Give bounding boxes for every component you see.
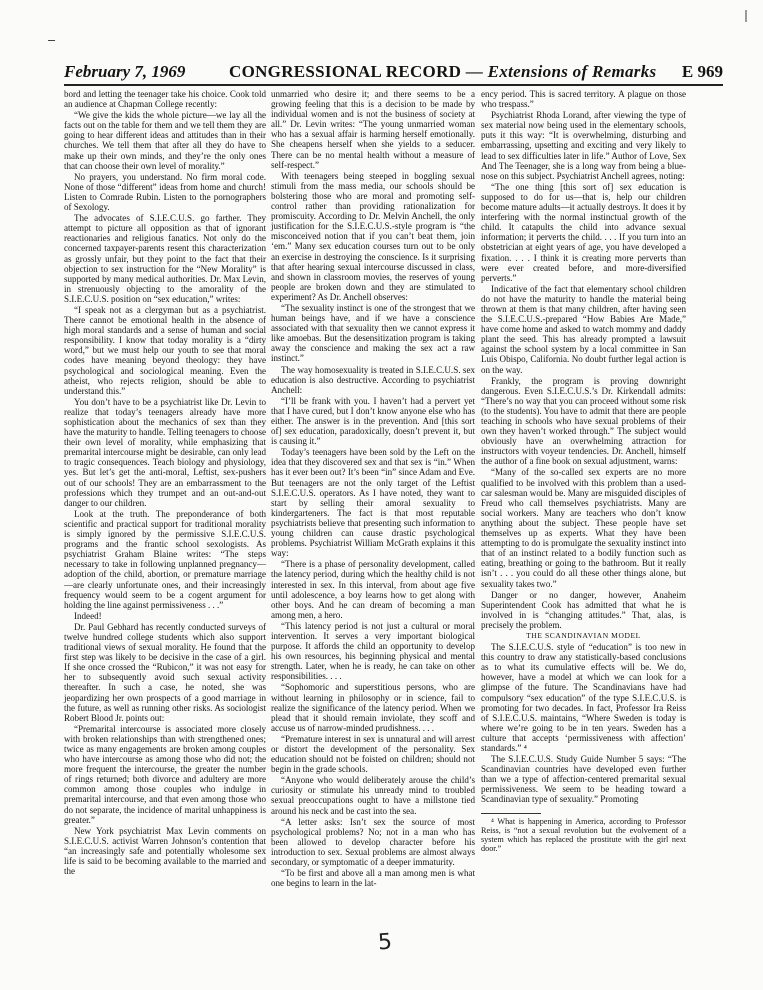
paragraph: “We give the kids the whole picture—we lay all the facts out on the table for them and we tell them they are going to hear different ideas and attitudes than in their churches. We tell them that after all they do have to make up their own minds, and they’re the only ones that can choose their own level of morality.” [64,110,266,171]
paragraph: The S.I.E.C.U.S. Study Guide Number 5 says: “The Scandinavian countries have developed even further than we a type of affection-centered premarital sexual permissiveness. We seem to be heading toward a Scandinavian type of sexuality.” Promoting [481,754,686,805]
paragraph: The advocates of S.I.E.C.U.S. go farther. They attempt to picture all opposition as that of ignorant reactionaries and religious fanatics. Not only do the concerned taxpayer-parents resent this characterization as grossly unfair, but they point to the fact that their objection to sex instruction for the “New Morality” is supported by many medical authorities. Dr. Max Levin, in strenuously objecting to the amorality of the S.I.E.C.U.S. position on “sex education,” writes: [64,213,266,304]
header-rule [64,84,723,86]
paragraph: “This latency period is not just a cultural or moral intervention. It serves a very important biological purpose. It affords the child an opportunity to develop his own resources, his beginning physical and mental strength. Later, when he is ready, he can take on other responsibilities. . . . [271,620,475,682]
paragraph: “The one thing [this sort of] sex education is supposed to do for us—that is, help our children become mature adults—it actually destroys. It does it by interfering with the normal instinctual growth of the child. It catapults the child into advance sexual information; it perverts the child. . . . If you turn into an obstetrician at eight years of age, you have developed a fixation. . . . I think it is creating more perverts than were ever created before, and more-diversified perverts.” [481,181,686,283]
paragraph: Look at the truth. The preponderance of both scientific and practical support for traditional morality is simply ignored by the permissive S.I.E.C.U.S. programs and the frantic school sexologists. As psychiatrist Graham Blaine writes: “The steps necessary to take in following unplanned pregnancy—adoption of the child, abortion, or premature marriage—are clearly unfortunate ones, and their increasingly frequency would seem to be a cogent argument for holding the line against permissiveness . . .” [64,508,266,610]
paragraph: “Sophomoric and superstitious persons, who are without learning in philosophy or in science, fail to realize the significance of the latency period. When we plead that it should remain inviolate, they scoff and accuse us of narrow-minded prudishness. . . . [271,682,475,733]
footnote-rule [481,813,541,814]
scan-mark [745,10,747,22]
header-page-number: E 969 [681,62,723,81]
section-subhead: THE SCANDINAVIAN MODEL [526,630,641,640]
paragraph: Indicative of the fact that elementary school children do not have the maturity to handle the material being thrown at them is that many children, after having seen the S.I.E.C.U.S.-prepared “How Babies Are Made,” have come home and asked to watch mommy and daddy plant the seed. This has already prompted a lawsuit against the school system by a local committee in San Luis Obispo, California. No doubt further legal action is on the way. [481,283,686,375]
paragraph: You don’t have to be a psychiatrist like Dr. Levin to realize that today’s teenagers already have more sophistication about the mechanics of sex than they have the maturity to handle. Telling teenagers to choose their own level of morality, while emphasizing that premarital intercourse might be desirable, can only lead to tragic consequences. Teach biology and physiology, yes. But let’s get the anti-moral, Leftist, sex-pushers out of our schools! They are an embarrassment to the professions which they trumpet and an out-and-out danger to our children. [64,396,266,508]
paragraph: The way homosexuality is treated in S.I.E.C.U.S. sex education is also destructive. According to psychiatrist Anchell: [271,364,475,395]
text-column-3 [481,89,686,854]
paragraph: “The sexuality instinct is one of the strongest that we human beings have, and if we have a conscience associated with that sexuality then we cannot express it like amoebas. But the desensitization program is taking away the conscience and making the sex act a raw instinct.” [271,302,475,364]
paragraph: “Premature interest in sex is unnatural and will arrest or distort the development of the personality. Sex education should not be foisted on children; should not begin in the grade schools. [271,733,475,775]
paragraph: No prayers, you understand. No firm moral code. None of those “different” ideas from home and church! Listen to Comrade Rubin. Listen to the pornographers of Sexology. [64,171,266,213]
paragraph: Frankly, the program is proving downright dangerous. Even S.I.E.C.U.S.’s Dr. Kirkendall admits: “There’s no way that you can proceed without some risk (to the students). You have to admit that there are people teaching in schools who have sexual problems of their own they haven’t worked through.” The subject would obviously have an overwhelming attraction for instructors with voyeur tendencies. Dr. Anchell, himself the author of a fine book on sexual adjustment, warns: [481,375,686,467]
paragraph: “There is a phase of personality development, called the latency period, during which the healthy child is not interested in sex. In this interval, from about age five until adolescence, a boy learns how to get along with other boys. And he can dream of becoming a man among men, a hero. [271,559,475,620]
paragraph: Danger or no danger, however, Anaheim Superintendent Cook has admitted that what he is involved in is “changing attitudes.” That, alas, is precisely the problem. [481,589,686,630]
paragraph: Dr. Paul Gebhard has recently conducted surveys of twelve hundred college students which also support traditional views of sexual morality. He found that the first step was likely to be decisive in the case of a girl. If she once crossed the “Rubicon,” it was not easy for her to subsequently avoid such sexual activity thereafter. In such a case, he noted, she was jeopardizing her own prospects of a good marriage in the future, as well as running other risks. As sociologist Robert Blood Jr. points out: [64,621,266,723]
paragraph: New York psychiatrist Max Levin comments on S.I.E.C.U.S. activist Warren Johnson’s contention that “an increasingly safe and potentially wholesome sex life is said to be becoming available to the married and the [64,825,266,877]
paragraph: “I’ll be frank with you. I haven’t had a pervert yet that I have cured, but I don’t know anyone else who has either. The answer is in the prevention. And [this sort of] sex education, paradoxically, doesn’t prevent it, but is causing it.” [271,395,475,447]
paragraph: Indeed! [74,610,102,621]
paragraph: Today’s teenagers have been sold by the Left on the idea that they discovered sex and that sex is “in.” When has it ever been out? It’s been “in” since Adam and Eve. But teenagers are not the only target of the Leftist S.I.E.C.U.S. operators. As I have noted, they want to start by selling their amoral sexuality to kindergarteners. The fact is that most reputable psychiatrists believe that presenting such information to young children can cause drastic psychological problems. Psychiatrist William McGrath explains it this way: [271,447,475,559]
paragraph: bord and letting the teenager take his choice. Cook told an audience at Chapman College recently: [64,89,266,110]
paragraph: “Anyone who would deliberately arouse the child’s curiosity or stimulate his unready mind to troubled sexual preoccupations ought to have a millstone tied around his neck and be cast into the sea. [271,775,475,816]
paragraph: The S.I.E.C.U.S. style of “education” is too new in this country to draw any statistically-based conclusions as to what its cumulative effects will be. We do, however, have a model at which we can look for a glimpse of the future. The Scandinavians have had compulsory “sex education” of the type S.I.E.C.U.S. is promoting for two decades. In fact, Professor Ira Reiss of S.I.E.C.U.S. maintains, “Where Sweden is today is where we’re going to be in ten years. Sweden has a culture that accepts ‘permissiveness with affection’ standards.” ⁴ [481,642,686,753]
paragraph: “I speak not as a clergyman but as a psychiatrist. There cannot be emotional health in the absence of high moral standards and a sense of human and social responsibility. I know that today morality is a “dirty word,” but we must help our youth to see that moral codes have meaning beyond theology: they have psychological and sociological meaning. Even the atheist, who rejects religion, should be able to understand this.” [64,304,266,396]
scan-mark [48,40,55,41]
paragraph: “A letter asks: Isn’t sex the source of most psychological problems? No; not in a man who has been allowed to develop character before his introduction to sex. Sexual problems are almost always secondary, or symptomatic of a deeper immaturity. [271,816,475,868]
text-column-2 [271,89,475,889]
paragraph: Psychiatrist Rhoda Lorand, after viewing the type of sex material now being used in the elementary schools, puts it this way: “It is overwhelming, disturbing and embarrassing, upsetting and exciting and very likely to lead to sex difficulties later in life.” Author of Love, Sex And The Teenager, she is a long way from being a blue-nose on this subject. Psychiatrist Anchell agrees, noting: [481,110,686,181]
paragraph: With teenagers being steeped in boggling sexual stimuli from the mass media, our schools should be bolstering those who are moral and promoting self-control rather than providing rationalization for promiscuity. According to Dr. Melvin Anchell, the only justification for the S.I.E.C.U.S.-style program is “the misconceived notion that if you can’t beat them, join ‘em.” Many sex education courses turn out to be only an exercise in destroying the conscience. Is it surprising that after hearing sexual intercourse discussed in class, and shown in classroom movies, the reserves of young people are broken down and they are stimulated to experiment? As Dr. Anchell observes: [271,170,475,302]
header-title [229,62,656,82]
header-section: Extensions of Remarks [487,62,657,81]
handwritten-page-number: 5 [377,929,393,956]
paragraph: ency period. This is sacred territory. A plague on those who trespass.” [481,89,686,110]
paragraph: “To be first and above all a man among men is what one begins to learn in the lat- [271,868,475,889]
paragraph: “Premarital intercourse is associated more closely with broken relationships than with strengthened ones; twice as many engagements are broken among couples who have intercourse as among those who did not; the more frequent the intercourse, the greater the number of rings returned; both divorce and adultery are more common among those couples who indulge in premarital intercourse, and that even among those who do not separate, the incidence of marital unhappiness is greater.” [64,723,266,825]
footnote: ⁴ What is happening in America, according to Professor Reiss, is “not a sexual revolution but the evolvement of a system which has replaced the prostitute with the girl next door.” [481,816,686,854]
paragraph: unmarried who desire it; and there seems to be a growing feeling that this is a decision to be made by individual women and is not the business of society at all.” Dr. Levin writes: “The young unmarried woman who has a sexual affair is harming herself emotionally. She cheapens herself when she yields to a seducer. There can be no mental health without a measure of self-respect.” [271,89,475,170]
text-column-1 [64,89,266,877]
header-date: February 7, 1969 [64,62,186,81]
header-record-name: CONGRESSIONAL RECORD — [229,62,484,81]
paragraph: “Many of the so-called sex experts are no more qualified to be involved with this problem than a used-car salesman would be. Many are misguided disciples of Freud who call themselves psychiatrists. Many are social workers. Many are teachers who don’t know anything about the subject. These people have set themselves up as experts. What they have been attempting to do is promulgate the sexuality instinct into that of an instinct related to a bodily function such as eating, breathing or going to the bathroom. But it really isn’t . . . you could do all these other things alone, but sexuality takes two.” [481,467,686,589]
page-header [64,62,723,84]
